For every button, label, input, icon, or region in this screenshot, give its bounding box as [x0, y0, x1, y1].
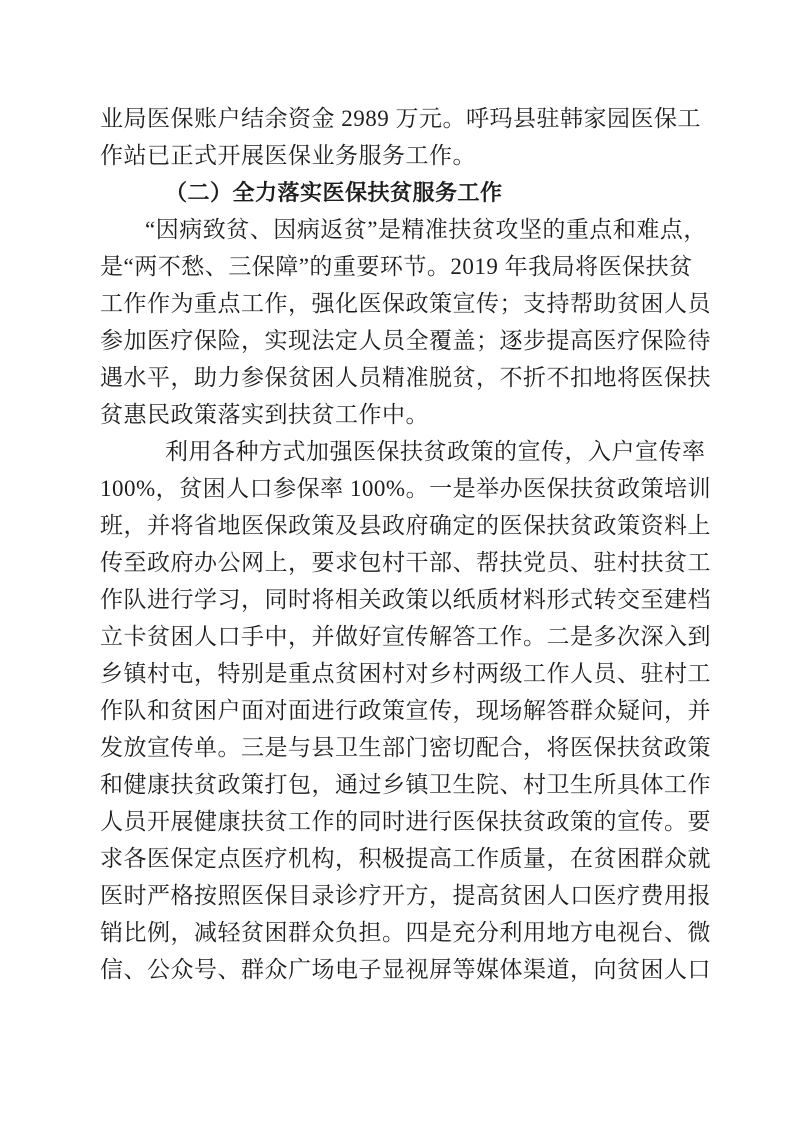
text-line: 信、公众号、群众广场电子显视屏等媒体渠道，向贫困人口 — [100, 957, 711, 982]
text-line: 100%，贫困人口参保率 100%。一是举办医保扶贫政策培训 — [100, 476, 712, 501]
text-line: 遇水平，助力参保贫困人员精准脱贫，不折不扣地将医保扶 — [100, 365, 711, 390]
text-line: “因病致贫、因病返贫”是精准扶贫攻坚的重点和难点， — [145, 217, 707, 242]
document-body — [100, 100, 712, 988]
text-line: 乡镇村屯，特别是重点贫困村对乡村两级工作人员、驻村工 — [100, 661, 711, 686]
text-line: 立卡贫困人口手中，并做好宣传解答工作。二是多次深入到 — [100, 624, 711, 649]
text-line: 传至政府办公网上，要求包村干部、帮扶党员、驻村扶贫工 — [100, 550, 711, 575]
text-line: 医时严格按照医保目录诊疗开方，提高贫困人口医疗费用报 — [100, 883, 711, 908]
text-line: 是“两不愁、三保障”的重要环节。2019 年我局将医保扶贫 — [100, 254, 693, 279]
text-line: 工作作为重点工作，强化医保政策宣传；支持帮助贫困人员 — [100, 291, 711, 316]
text-line: 人员开展健康扶贫工作的同时进行医保扶贫政策的宣传。要 — [100, 809, 711, 834]
text-line: 作队进行学习，同时将相关政策以纸质材料形式转交至建档 — [100, 587, 711, 612]
text-line: 作队和贫困户面对面进行政策宣传，现场解答群众疑问，并 — [100, 698, 711, 723]
section-heading: （二）全力落实医保扶贫服务工作 — [165, 180, 503, 205]
text-line: 贫惠民政策落实到扶贫工作中。 — [100, 402, 429, 427]
text-line: 作站已正式开展医保业务服务工作。 — [100, 143, 476, 168]
text-line: 参加医疗保险，实现法定人员全覆盖；逐步提高医疗保险待 — [100, 328, 711, 353]
text-line: 业局医保账户结余资金 2989 万元。呼玛县驻韩家园医保工 — [100, 106, 701, 131]
text-line: 班，并将省地医保政策及县政府确定的医保扶贫政策资料上 — [100, 513, 711, 538]
text-line: 求各医保定点医疗机构，积极提高工作质量，在贫困群众就 — [100, 846, 711, 871]
text-line: 发放宣传单。三是与县卫生部门密切配合，将医保扶贫政策 — [100, 735, 711, 760]
text-line: 和健康扶贫政策打包，通过乡镇卫生院、村卫生所具体工作 — [100, 772, 711, 797]
text-line: 销比例，减轻贫困群众负担。四是充分利用地方电视台、微 — [100, 920, 711, 945]
text-line: 利用各种方式加强医保扶贫政策的宣传，入户宣传率 — [165, 439, 706, 464]
